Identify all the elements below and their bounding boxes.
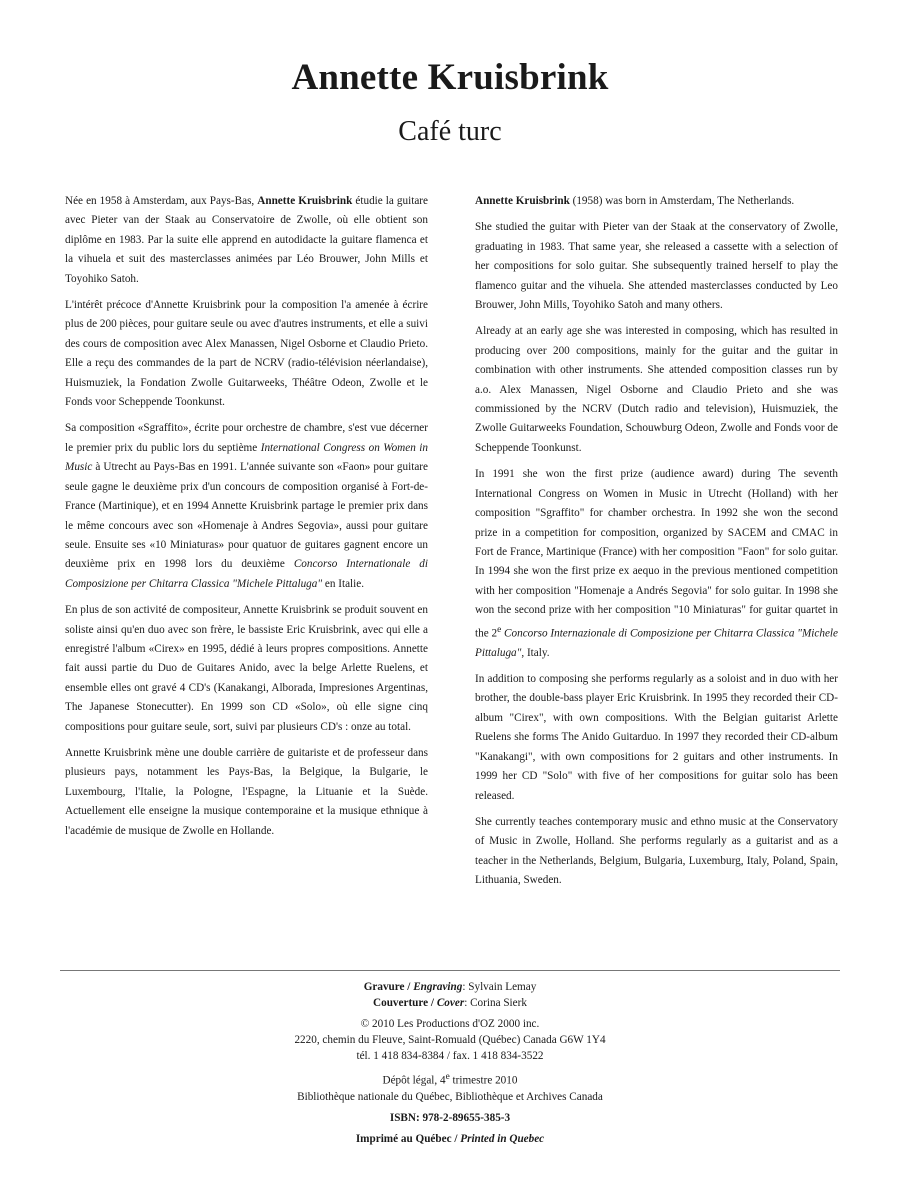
fr-paragraph-3 <box>65 419 428 594</box>
en-p1-text: (1958) was born in Amsterdam, The Netherlands. <box>569 195 795 207</box>
publisher-phone: tél. 1 418 834-8384 / fax. 1 418 834-3522 <box>356 1050 544 1062</box>
legal-deposit-text-a: Dépôt légal, 4 <box>382 1074 446 1087</box>
fr-p1-text: étudie la guitare avec Pieter van der Staak au Conservatoire de Zwolle, où elle obtient son diplôme en 1983. Par la suite elle apprend en autodidacte la guitare flamenca et la vihuela et suit des masterclasses animées par Léo Brouwer, John Mills et Toyohiko Satoh. <box>65 195 428 285</box>
en-paragraph-6: She currently teaches contemporary music and ethno music at the Conservatory of Music in Zwolle, Holland. She performs regularly as a guitarist and as a teacher in the Netherlands, Belgium, Bulgaria, Luxemburg, Italy, Poland, Spain, Lithuania, Sweden. <box>475 815 838 887</box>
french-biography <box>65 192 428 848</box>
fr-paragraph-2: L'intérêt précoce d'Annette Kruisbrink pour la composition l'a amenée à écrire plus de 200 pièces, pour guitare seule ou avec d'autres instruments, et elle a suivi des cours de composition avec Alex Manassen, Nigel Osborne et Claudio Prieto. Elle a reçu des commandes de la part de NCRV (radio-télévision néerlandaise), Huismuziek, la Fondation Zwolle Guitarweeks, Théâtre Odeon, Zwolle et le Fonds voor Scheppende Toonkunst. <box>65 299 428 409</box>
divider-line <box>60 970 840 971</box>
en-p1-composer-name: Annette Kruisbrink <box>475 195 570 207</box>
fr-paragraph-1 <box>65 192 428 289</box>
printed-in-en: Printed in Quebec <box>460 1132 545 1145</box>
fr-p3-text-a: Sa composition «Sgraffito», écrite pour orchestre de chambre, s'est vue décerner le premier prix du public lors du septième <box>65 422 428 454</box>
cover-value: : Corina Sierk <box>464 997 527 1009</box>
fr-p3-text-c: en Italie. <box>322 577 365 590</box>
en-paragraph-5: In addition to composing she performs regularly as a soloist and in duo with her brother, the double-bass player Eric Kruisbrink. In 1995 they recorded their CD-album "Cirex", with own compositions. With the Belgian guitarist Arlette Ruelens she forms The Anido Guitarduo. In 1997 they recorded their CD-album "Kanakangi", with own compositions for 2 guitars and other instruments. In 1999 her CD "Solo" with five of her compositions for guitar solo has been released. <box>475 673 838 802</box>
work-title: Café turc <box>398 116 502 147</box>
en-paragraph-2: She studied the guitar with Pieter van der Staak at the conservatory of Zwolle, graduating in 1983. That same year, she released a cassette with a selection of her compositions for solo guitar. She subsequently trained herself to play the flamenco guitar and the vihuela. She attended masterclasses conducted by Leo Brouwer, John Mills, Toyohiko Satoh and many others. <box>475 221 838 312</box>
cover-label-en: Cover <box>436 997 465 1009</box>
english-biography <box>475 192 838 898</box>
printed-in-fr: Imprimé au Québec / <box>355 1132 461 1145</box>
fr-p3-italic-congress: International Congress on Women in Music <box>65 441 429 474</box>
en-p4-text-a: In 1991 she won the first prize (audience award) during The seventh International Congress on Women in Music in Utrecht (Holland) with her composition "Sgraffito" for chamber orchestra. In 1992 she won the second prize in a competition for composition, organized by SACEM and CMAC in Fort de France, Martinique (France) with her composition "Faon" for solo guitar. In 1994 she won the first prize ex aequo in the previous mentioned competition with her composition "Homenaje a Andrés Segovia" for solo guitar. In 1998 she won the second prize with her composition "10 Miniaturas" for guitar quartet in the 2 <box>475 468 838 640</box>
en-p4-italic-concorso: Concorso Internazionale di Composizione per Chitarra Classica "Michele Pittaluga" <box>475 627 838 659</box>
engraving-label-fr: Gravure / <box>363 981 414 993</box>
en-paragraph-4 <box>475 465 838 663</box>
en-p4-text-b: , Italy. <box>521 646 550 659</box>
isbn <box>0 1110 900 1126</box>
isbn-text: ISBN: 978-2-89655-385-3 <box>389 1111 511 1124</box>
engraving-label-en: Engraving <box>413 981 463 993</box>
cover-credit <box>0 995 900 1011</box>
engraving-credit <box>0 979 900 995</box>
fr-p3-text-b: à Utrecht au Pays-Bas en 1991. L'année suivante son «Faon» pour guitare seule gagne le deuxième prix d'un concours de composition organisé à Fort-de-France (Martinique), et en 1994 Annette Kruisbrink partage le premier prix dans le même concours avec son «Homenaje à Andres Segovia», aussi pour guitare seule. Ensuite ses «10 Miniaturas» pour quatuor de guitares gagnent encore un deuxième prix en 1998 lors du deuxième <box>65 461 428 571</box>
en-paragraph-3: Already at an early age she was interested in composing, which has resulted in producing over 200 compositions, mainly for the guitar and the guitar in combination with other instruments. She attended composition classes run by a.o. Alex Manassen, Nigel Osborne and Claudio Prieto and she was commissioned by the NCRV (Dutch radio and television), Huismuziek, the Zwolle Guitarweeks Foundation, Schouwburg Odeon, Zwolle and Fonds voor de Scheppende Toonkunst. <box>475 325 838 454</box>
engraving-value: : Sylvain Lemay <box>462 981 537 993</box>
publisher-address: 2220, chemin du Fleuve, Saint-Romuald (Québec) Canada G6W 1Y4 <box>294 1034 606 1046</box>
printed-in <box>0 1131 900 1147</box>
en-paragraph-1 <box>475 192 838 211</box>
libraries: Bibliothèque nationale du Québec, Bibliothèque et Archives Canada <box>297 1090 603 1103</box>
fr-paragraph-5: Annette Kruisbrink mène une double carrière de guitariste et de professeur dans plusieurs pays, notamment les Pays-Bas, la Belgique, la Bulgarie, le Luxembourg, l'Italie, la Pologne, l'Espagne, la Lituanie et la Suède. Actuellement elle enseigne la musique contemporaine et la musique ethnique à l'académie de musique de Zwolle en Hollande. <box>65 746 428 837</box>
copyright: © 2010 Les Productions d'OZ 2000 inc. <box>360 1018 540 1030</box>
colophon <box>0 979 900 1147</box>
legal-deposit-superscript: e <box>445 1072 450 1082</box>
en-p4-superscript: e <box>497 624 502 635</box>
fr-paragraph-4: En plus de son activité de compositeur, Annette Kruisbrink se produit souvent en soliste ainsi qu'en duo avec son frère, le bassiste Eric Kruisbrink, avec qui elle a enregistré l'album «Cirex» en 1995, dédié à leurs propres compositions. Annette fait aussi partie du Duo de Guitares Anido, avec la belge Arlette Ruelens, et ensemble elles ont gravé 4 CD's (Kanakangi, Alborada, Impresiones Argentinas, The Japanese Stonecutter). En 1999 son CD «Solo», où elle signe cinq compositions pour guitare seule, sort, suivi par plusieurs CD's : onze au total. <box>65 604 428 733</box>
legal-deposit <box>0 1069 900 1089</box>
cover-label-fr: Couverture / <box>373 997 437 1009</box>
fr-p1-composer-name: Annette Kruisbrink <box>257 195 353 207</box>
legal-deposit-text-b: trimestre 2010 <box>449 1074 518 1087</box>
fr-p1-intro: Née en 1958 à Amsterdam, aux Pays-Bas, <box>65 195 258 207</box>
composer-name: Annette Kruisbrink <box>291 57 609 98</box>
fr-p3-italic-concorso: Concorso Internationale di Composizione per Chitarra Classica "Michele Pittaluga" <box>65 558 429 590</box>
